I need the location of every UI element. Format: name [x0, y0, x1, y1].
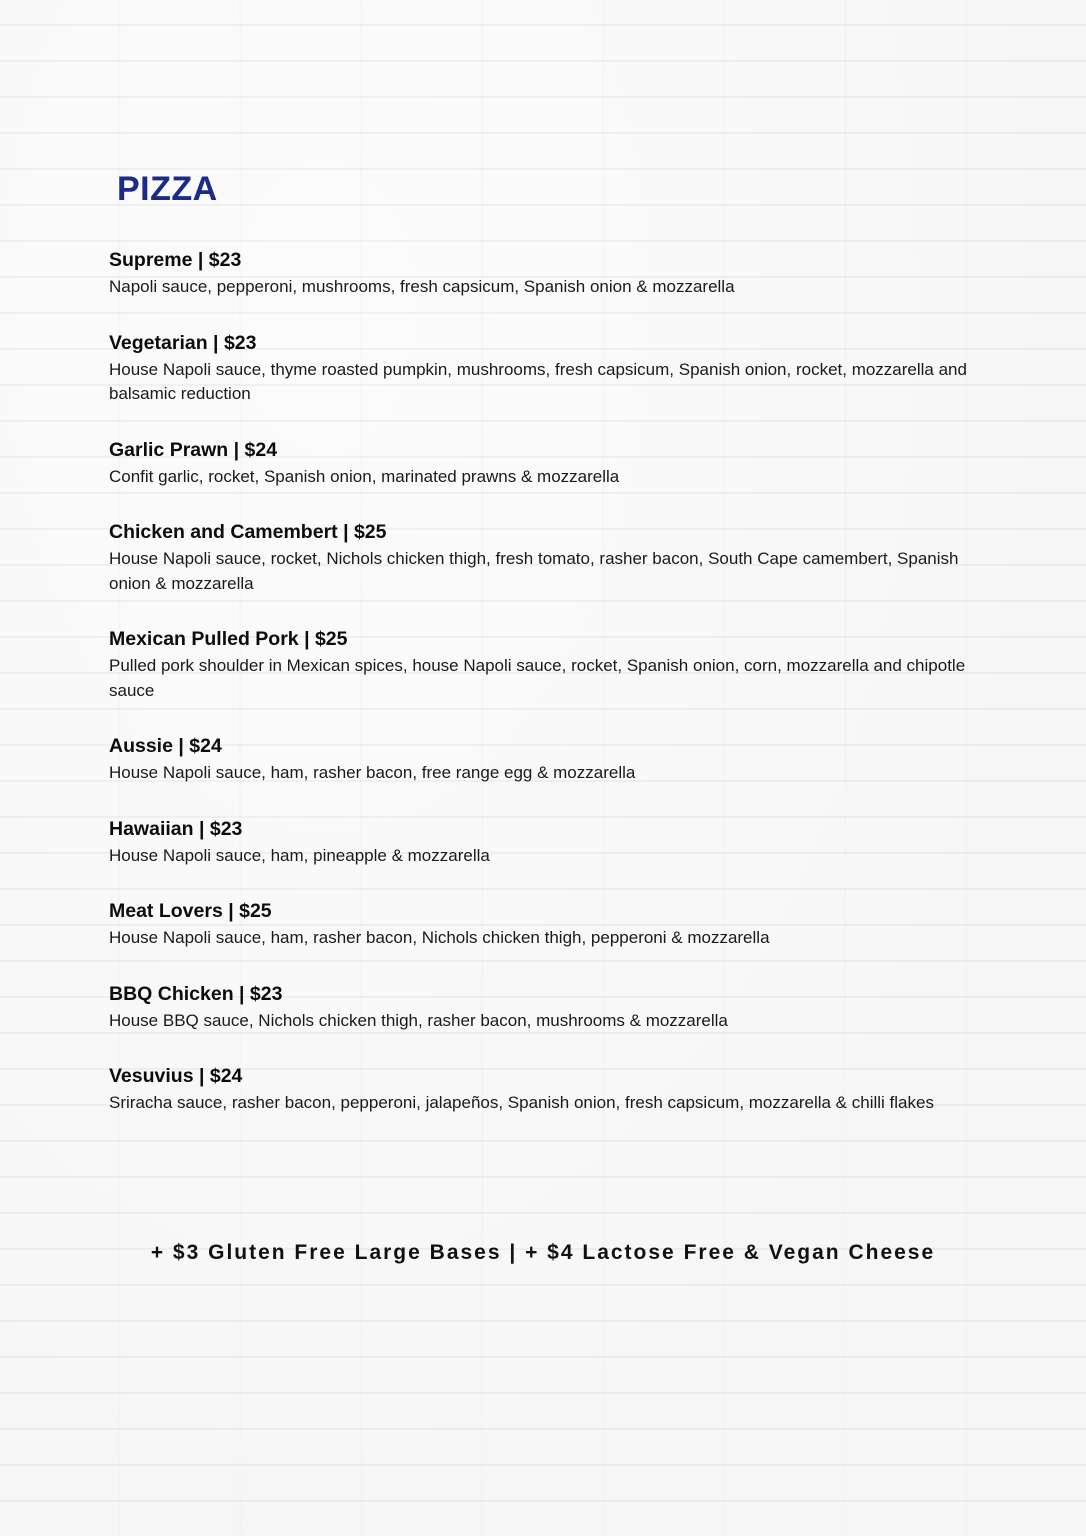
extras-note: + $3 Gluten Free Large Bases | + $4 Lactose Free & Vegan Cheese	[150, 1241, 936, 1264]
menu-item-description: House Napoli sauce, thyme roasted pumpkin, mushrooms, fresh capsicum, Spanish onion, rocket, mozzarella and balsamic reduction	[109, 359, 967, 403]
menu-item-description: House Napoli sauce, ham, rasher bacon, Nichols chicken thigh, pepperoni & mozzarella	[109, 928, 770, 947]
menu-item-description: House BBQ sauce, Nichols chicken thigh, rasher bacon, mushrooms & mozzarella	[109, 1010, 728, 1030]
menu-item-name: Supreme	[109, 249, 193, 271]
menu-item-name: Garlic Prawn	[109, 438, 229, 461]
menu-item-name: Vegetarian	[109, 331, 208, 354]
menu-item-price: $24	[244, 438, 278, 461]
menu-item-price: $23	[209, 817, 243, 840]
menu-item	[109, 815, 989, 869]
menu-item-heading: Vegetarian | $23	[109, 331, 257, 354]
menu-item-price: $23	[208, 249, 242, 271]
menu-item-description: Sriracha sauce, rasher bacon, pepperoni, jalapeños, Spanish onion, fresh capsicum, mozzarella & chilli flakes	[109, 1093, 934, 1112]
menu-item-price: $25	[353, 521, 387, 543]
menu-item-heading: Aussie | $24	[109, 735, 222, 757]
menu-item-description: Confit garlic, rocket, Spanish onion, marinated prawns & mozzarella	[109, 466, 620, 486]
menu-items-list	[109, 246, 989, 1145]
menu-item	[109, 518, 989, 596]
menu-item-heading: Vesuvius | $24	[109, 1065, 243, 1087]
menu-item-heading: Hawaiian | $23	[109, 817, 243, 840]
menu-item-name: Vesuvius	[109, 1065, 194, 1087]
menu-item-name: Meat Lovers	[109, 900, 223, 922]
menu-item-heading: Chicken and Camembert | $25	[109, 521, 387, 543]
menu-item-name: Hawaiian	[109, 817, 194, 840]
menu-item-heading: Mexican Pulled Pork | $25	[109, 628, 348, 650]
menu-item	[109, 897, 989, 951]
menu-item	[109, 1062, 989, 1116]
menu-item-description: House Napoli sauce, ham, pineapple & mozzarella	[109, 845, 490, 865]
menu-item	[109, 246, 989, 300]
menu-item-price: $23	[223, 331, 257, 354]
menu-item-price: $24	[189, 735, 222, 757]
menu-item-heading: Meat Lovers | $25	[109, 900, 272, 922]
menu-item-description: House Napoli sauce, rocket, Nichols chicken thigh, fresh tomato, rasher bacon, South Cape camembert, Spanish onion & mozzarella	[109, 549, 959, 593]
menu-item-name: Aussie	[109, 735, 173, 757]
menu-item	[109, 625, 989, 703]
menu-item-heading: BBQ Chicken | $23	[109, 982, 283, 1005]
menu-item-price: $25	[239, 900, 272, 922]
section-title: PIZZA	[117, 170, 218, 208]
menu-item-price: $25	[314, 628, 348, 650]
menu-item-name: BBQ Chicken	[109, 982, 234, 1005]
menu-item-description: Pulled pork shoulder in Mexican spices, house Napoli sauce, rocket, Spanish onion, corn, mozzarella and chipotle sauce	[109, 656, 966, 700]
menu-item-heading: Garlic Prawn | $24	[109, 438, 278, 461]
menu-item-description: House Napoli sauce, ham, rasher bacon, free range egg & mozzarella	[109, 763, 636, 782]
menu-item-description: Napoli sauce, pepperoni, mushrooms, fresh capsicum, Spanish onion & mozzarella	[109, 277, 735, 296]
menu-item-price: $24	[209, 1065, 243, 1087]
menu-item-name: Chicken and Camembert	[109, 521, 338, 543]
menu-item	[109, 980, 989, 1034]
menu-item	[109, 732, 989, 786]
menu-item	[109, 436, 989, 490]
menu-item-name: Mexican Pulled Pork	[109, 628, 299, 650]
menu-item-price: $23	[249, 982, 283, 1005]
menu-item-heading: Supreme | $23	[109, 249, 242, 271]
menu-item	[109, 329, 989, 407]
